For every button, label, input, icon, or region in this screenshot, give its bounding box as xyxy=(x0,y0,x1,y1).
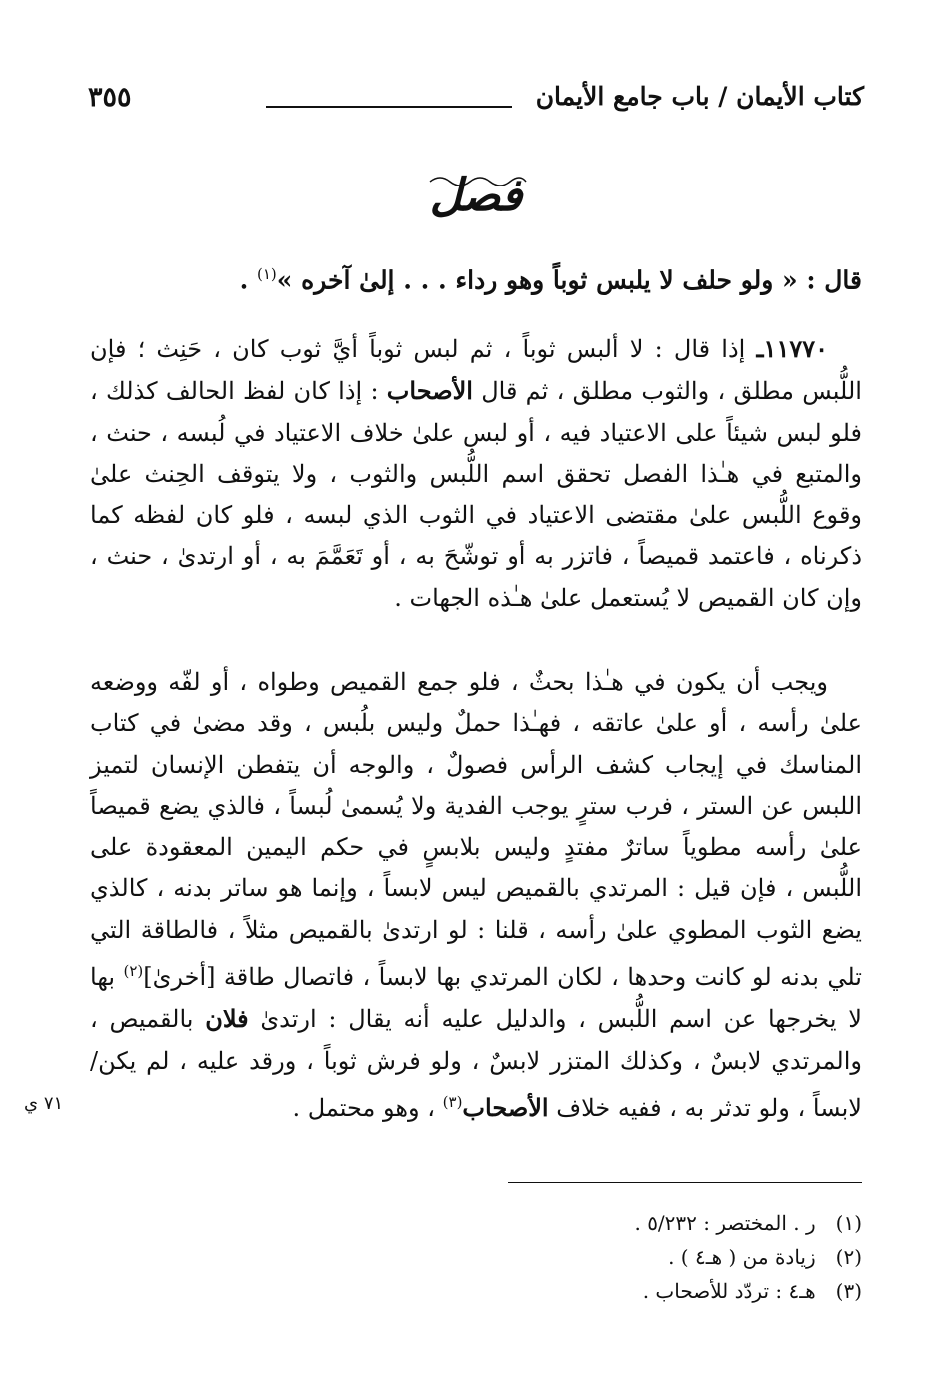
qal-line xyxy=(90,254,862,300)
page-number: ٣٥٥ xyxy=(88,82,132,113)
qal-end: . xyxy=(239,265,249,295)
ashab-term: الأصحاب xyxy=(386,376,473,406)
footnotes xyxy=(90,1206,862,1308)
footnote-number: (٣) xyxy=(835,1279,862,1303)
footnote-text: زيادة من ( هـ٤ ) . xyxy=(668,1245,816,1269)
paragraph-1-text-a: إذا قال : لا ألبس ثوباً ، ثم لبس ثوباً أيَّ ثوب كان ، حَنِث ؛ فإن اللُّبس مطلق ، والثوب مطلق ، ثم قال xyxy=(90,335,862,406)
footnote-item xyxy=(90,1240,862,1274)
section-heading-text: فصل xyxy=(429,170,523,221)
ashab-term-2: الأصحاب xyxy=(462,1092,549,1122)
paragraph-1 xyxy=(90,328,862,619)
paragraph-2-text-d: ، وهو محتمل . xyxy=(292,1093,435,1122)
paragraph-number: ١١٧٧٠ـ xyxy=(756,334,828,363)
section-heading xyxy=(0,170,952,221)
header-title: كتاب الأيمان / باب جامع الأيمان xyxy=(535,82,864,111)
footnote-item xyxy=(90,1274,862,1308)
calligraphy-ornament-icon xyxy=(426,174,530,186)
paragraph-2-text-c: بالقميص ، والمرتدي لابسٌ ، وكذلك المتزر لابسٌ ، ولو فرش ثوباً ، ورقد عليه ، لم يكن/ لابساً ، ولو تدثر به ، ففيه خلاف xyxy=(90,1005,862,1122)
footnote-ref-3: (٣) xyxy=(442,1092,463,1111)
paragraph-1-text-b: : إذا كان لفظ الحالف كذلك ، فلو لبس شيئاً على الاعتياد فيه ، أو لبس علىٰ خلاف الاعتياد في لُبسه ، حنث ، والمتبع في هـٰذا الفصل تحقق اسم اللُّبس والثوب ، ولا يتوقف الحِنث علىٰ وقوع اللُّبس علىٰ مقتضى الاعتياد في الثوب الذي لبسه ، فلو كان لفظه كما ذكرناه ، فاعتمد قميصاً ، فاتزر به أو توشّحَ به ، أو تَعَمَّمَ به ، أو ارتدىٰ ، حنث ، وإن كان القميص لا يُستعمل علىٰ هـٰذه الجهات . xyxy=(90,377,863,612)
qal-text: قال : « ولو حلف لا يلبس ثوباً وهو رداء . . . إلىٰ آخره » xyxy=(276,265,862,295)
manuscript-folio-note: ٧١ ي xyxy=(24,1093,64,1114)
footnote-rule xyxy=(508,1182,862,1183)
footnote-text: ر . المختصر : ٥/٢٣٢ . xyxy=(634,1211,816,1235)
footnote-text: هـ٤ : تردّد للأصحاب . xyxy=(642,1279,816,1303)
footnote-item xyxy=(90,1206,862,1240)
paragraph-2-text-b: بها لا يخرجها عن اسم اللُّبس ، والدليل عليه أنه يقال : ارتدىٰ xyxy=(90,963,862,1034)
paragraph-2-text-a: ويجب أن يكون في هـٰذا بحثٌ ، فلو جمع القميص وطواه ، أو لفّه ووضعه علىٰ رأسه ، أو علىٰ عاتقه ، فهـٰذا حملٌ وليس بلُبس ، وقد مضىٰ في كتاب المناسك في إيجاب كشف الرأس فصولٌ ، والوجه أن يتفطن الإنسان لتميز اللبس عن الستر ، فرب سترٍ يوجب الفدية ولا يُسمىٰ لُبساً ، فالذي يضع قميصاً علىٰ رأسه مطوياً ساترٌ مفتدٍ وليس بلابسٍ في حكم اليمين المعقودة على اللُّبس ، فإن قيل : المرتدي بالقميص ليس لابساً ، وإنما هو ساتر بدنه ، كالذي يضع الثوب المطوي علىٰ رأسه ، قلنا : لو ارتدىٰ بالقميص مثلاً ، فالطاقة التي تلي بدنه لو كانت وحدها ، لكان المرتدي بها لابساً ، فاتصال طاقة [أخرىٰ] xyxy=(90,668,862,992)
paragraph-2 xyxy=(90,662,862,1129)
footnote-number: (١) xyxy=(835,1211,862,1235)
fulan-term: فلان xyxy=(205,1004,249,1034)
footnote-ref-2: (٢) xyxy=(123,962,144,981)
footnote-ref-1: (١) xyxy=(257,265,277,283)
footnote-number: (٢) xyxy=(835,1245,862,1269)
running-header xyxy=(88,72,864,122)
header-rule xyxy=(266,106,512,108)
